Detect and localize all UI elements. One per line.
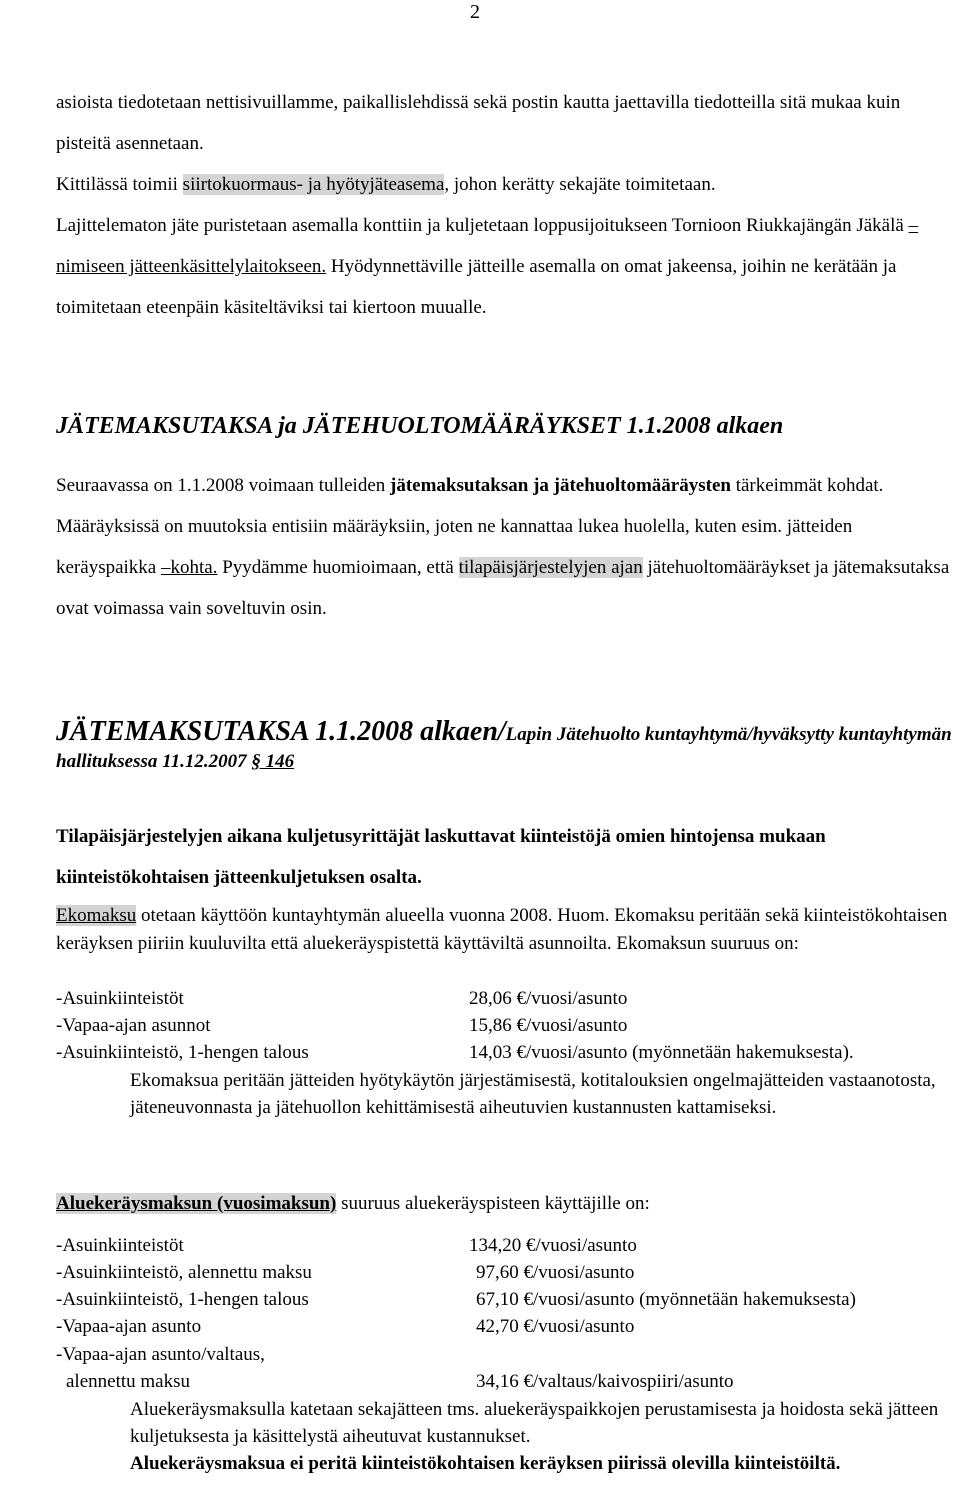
aluekeraysmaksu-note [130, 1396, 950, 1477]
notice-paragraph: Tilapäisjärjestelyjen aikana kuljetusyrittäjät laskuttavat kiinteistöjä omien hintojensa mukaan kiinteistökohtaisen jätteenkuljetuksen osalta. [56, 826, 826, 888]
section-heading-jatemaksutaksa [56, 715, 956, 775]
fee-label: alennettu maksu [66, 1371, 190, 1392]
section1-text-a: Seuraavassa on 1.1.2008 voimaan tulleiden [56, 475, 391, 496]
ekomaksu-note: Ekomaksua peritään jätteiden hyötykäytön järjestämisestä, kotitalouksien ongelmajätteiden vastaanotosta, jäteneuvonnasta ja jätehuollon kehittämisestä aiheutuvien kustannusten kattamiseksi. [130, 1070, 936, 1118]
intro-underlined-text: –nimiseen jätteenkäsittelylaitokseen. [56, 215, 919, 277]
page-number: 2 [470, 1, 480, 23]
aluekeraysmaksu-text: suuruus aluekeräyspisteen käyttäjille on: [336, 1193, 650, 1214]
fee-label: -Asuinkiinteistö, alennettu maksu [56, 1262, 312, 1283]
intro-text-3b: Hyödynnettäville jätteille asemalla on omat jakeensa, joihin ne kerätään ja toimitetaan eteenpäin käsiteltäviksi tai kiertoon muualle. [56, 256, 897, 318]
ekomaksu-paragraph [56, 902, 956, 958]
fee-value: 67,10 €/vuosi/asunto (myönnetään hakemuksesta) [476, 1289, 856, 1310]
fee-value: 34,16 €/valtaus/kaivospiiri/asunto [476, 1371, 734, 1392]
fee-value: 97,60 €/vuosi/asunto [476, 1262, 635, 1283]
heading2-main: JÄTEMAKSUTAKSA 1.1.2008 alkaen/ [56, 716, 506, 747]
fee-label: -Vapaa-ajan asunto [56, 1316, 202, 1337]
fee-value: 134,20 €/vuosi/asunto [469, 1235, 637, 1256]
ekomaksu-text: otetaan käyttöön kuntayhtymän alueella vuonna 2008. Huom. Ekomaksu peritään sekä kiinteistökohtaisen keräyksen piiriin kuuluvilta että aluekeräyspistettä käyttäviltä asunnoilta. Ekomaksun suuruus on: [56, 905, 948, 954]
fee-value: 42,70 €/vuosi/asunto [476, 1316, 635, 1337]
section-heading-taksa-maaraykset: JÄTEMAKSUTAKSA ja JÄTEHUOLTOMÄÄRÄYKSET 1.1.2008 alkaen [56, 413, 784, 439]
intro-text-2a: Kittilässä toimii [56, 174, 183, 195]
intro-text-3a: Lajittelematon jäte puristetaan asemalla konttiin ja kuljetetaan loppusijoitukseen Tornioon Riukkajängän Jäkälä [56, 215, 909, 236]
alue-row [56, 1286, 956, 1313]
alue-row [56, 1259, 956, 1286]
intro-text-2b: , johon kerätty sekajäte toimitetaan. [444, 174, 716, 195]
fee-label: -Asuinkiinteistö, 1-hengen talous [56, 1042, 309, 1063]
fee-label: -Asuinkiinteistöt [56, 1235, 184, 1256]
fee-label: -Asuinkiinteistö, 1-hengen talous [56, 1289, 309, 1310]
alue-row [56, 1232, 956, 1259]
aluekeraysmaksu-label: Aluekeräysmaksun (vuosimaksun) [56, 1193, 337, 1214]
fee-value: 15,86 €/vuosi/asunto [469, 1015, 628, 1036]
section1-bold: jätemaksutaksan ja jätehuoltomääräysten [390, 475, 731, 496]
ekomaksu-row [56, 1039, 956, 1066]
intro-paragraph-1 [56, 82, 956, 328]
section1-underlined: –kohta. [160, 557, 218, 578]
alue-row [56, 1368, 956, 1395]
aluekeraysmaksu-paragraph [56, 1190, 956, 1218]
fee-label: -Vapaa-ajan asunnot [56, 1015, 211, 1036]
ekomaksu-row [56, 1012, 956, 1039]
heading2-paragraph-ref: § 146 [251, 751, 295, 772]
alue-row [56, 1341, 956, 1368]
highlight-tilapaisjarjestelyjen: tilapäisjärjestelyjen ajan [458, 557, 643, 578]
heading2-sub: Lapin Jätehuolto kuntayhtymä/hyväksytty kuntayhtymän hallituksessa 11.12.2007 [56, 724, 952, 772]
alue-note-text: Aluekeräysmaksulla katetaan sekajätteen tms. aluekeräyspaikkojen perustamisesta ja hoidosta sekä jätteen kuljetuksesta ja käsittelystä aiheutuvat kustannukset. [130, 1399, 939, 1447]
section1-text-c: Pyydämme huomioimaan, että [217, 557, 459, 578]
section1-text-b: tärkeimmät kohdat. Määräyksissä on muutoksia entisiin määräyksiin, joten ne kannattaa lukea huolella, kuten esim. jätteiden keräyspaikka [56, 475, 884, 578]
fee-value: 28,06 €/vuosi/asunto [469, 988, 628, 1009]
fee-label: -Vapaa-ajan asunto/valtaus, [56, 1344, 265, 1365]
ekomaksu-row [56, 985, 956, 1012]
section1-text-d: jätehuoltomääräykset ja jätemaksutaksa ovat voimassa vain soveltuvin osin. [56, 557, 950, 619]
highlight-siirtokuormaus: siirtokuormaus- ja hyötyjäteasema [182, 174, 445, 195]
ekomaksu-label: Ekomaksu [56, 905, 137, 926]
intro-text-1: asioista tiedotetaan nettisivuillamme, paikallislehdissä sekä postin kautta jaettavilla tiedotteilla sitä mukaa kuin pisteitä asennetaan. [56, 92, 901, 154]
alue-row [56, 1313, 956, 1340]
fee-value: 14,03 €/vuosi/asunto (myönnetään hakemuksesta). [469, 1042, 854, 1063]
fee-label: -Asuinkiinteistöt [56, 988, 184, 1009]
section1-paragraph [56, 465, 956, 629]
alue-note-bold: Aluekeräysmaksua ei peritä kiinteistökohtaisen keräyksen piirissä olevilla kiinteistöiltä. [130, 1453, 841, 1474]
